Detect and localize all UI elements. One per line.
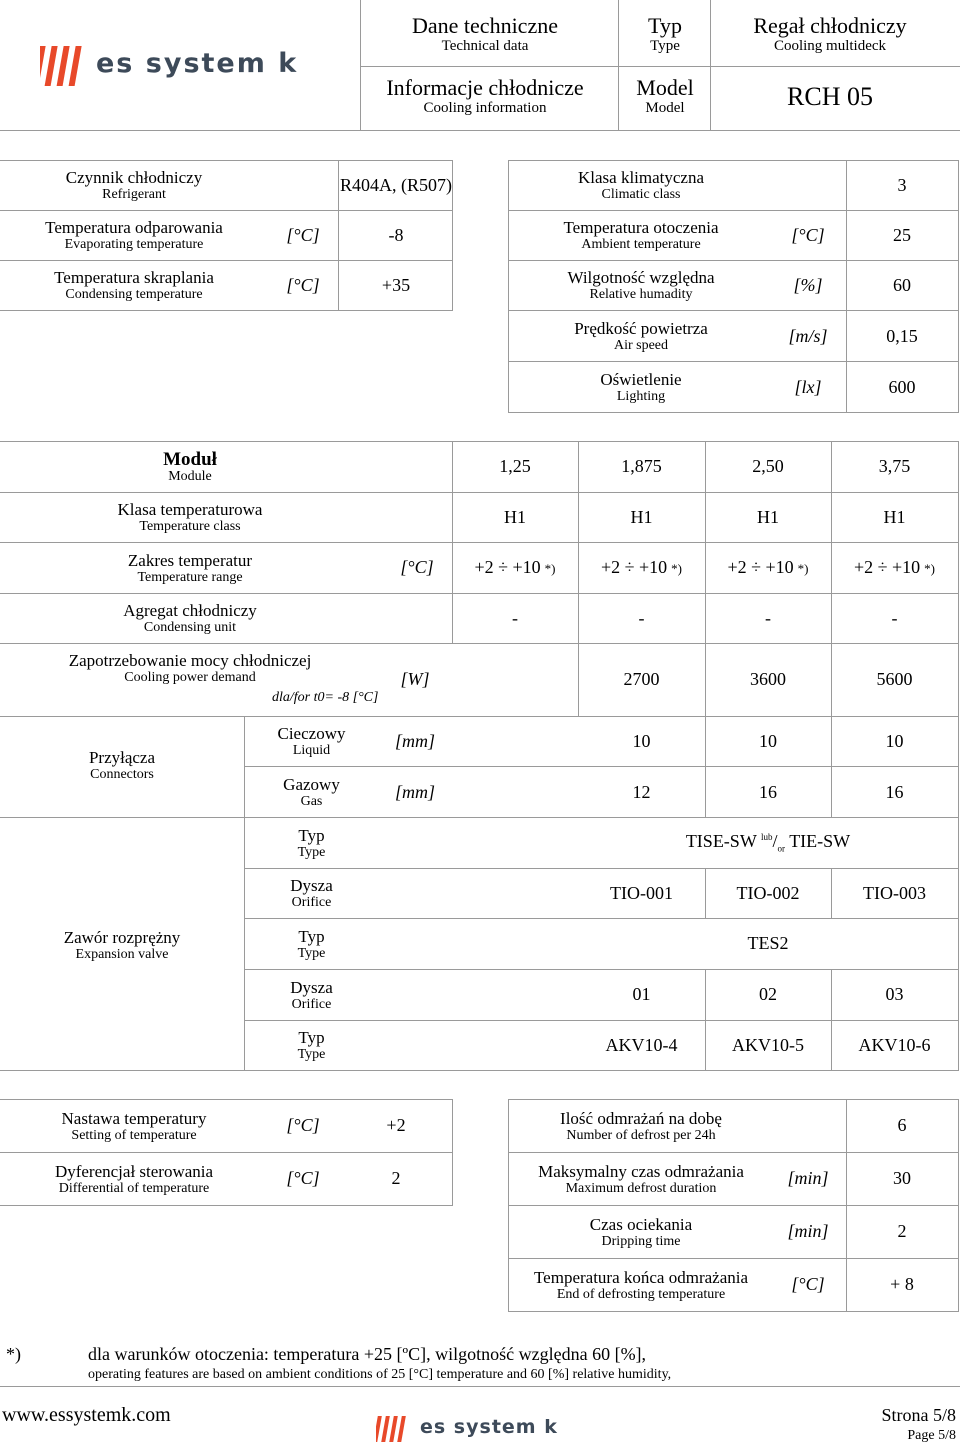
valve-type-label: Typ Type bbox=[297, 825, 326, 860]
defrost-count-value: 6 bbox=[897, 1115, 907, 1135]
valve-type-label: Typ Type bbox=[297, 1028, 326, 1062]
table-row-label: Nastawa temperatury Setting of temperature bbox=[61, 1108, 207, 1143]
divider bbox=[618, 0, 619, 130]
table-row-label: Klasa klimatyczna Climatic class bbox=[577, 168, 705, 202]
temp-class-value: H1 bbox=[630, 506, 653, 527]
orifice-value: TIO-001 bbox=[610, 882, 673, 903]
unit-label: [min] bbox=[787, 1168, 829, 1188]
temp-class-label: Klasa temperaturowa Temperature class bbox=[117, 500, 263, 534]
orifice-label: Dysza Orifice bbox=[290, 876, 333, 910]
orifice-value: 02 bbox=[759, 984, 777, 1004]
header-technical-data bbox=[380, 14, 590, 55]
refrigerant-value: R404A, (R507) bbox=[340, 175, 452, 195]
table-row-label: Maksymalny czas odmrażania Maximum defrost duration bbox=[538, 1161, 744, 1196]
table-row-label: Temperatura odparowania Evaporating temperature bbox=[45, 218, 223, 252]
condensing-unit-value: - bbox=[765, 607, 771, 628]
footer-logo-text: es system k bbox=[420, 1416, 558, 1438]
condensing-unit-value: - bbox=[638, 607, 645, 628]
liquid-value: 10 bbox=[632, 730, 651, 751]
header-model-pl: Model bbox=[636, 75, 694, 100]
valve-type-value: AKV10-5 bbox=[732, 1034, 804, 1055]
footer-logo bbox=[376, 1414, 576, 1444]
table-row-label: Prędkość powietrza Air speed bbox=[574, 319, 708, 353]
header-type-value-pl: Regał chłodniczy bbox=[753, 13, 907, 38]
valve-type-value: AKV10-4 bbox=[605, 1034, 678, 1055]
cooling-power-value: 2700 bbox=[623, 669, 660, 689]
table-row-label: Temperatura otoczenia Ambient temperature bbox=[563, 218, 719, 252]
gas-value: 12 bbox=[632, 781, 651, 802]
temp-range-value: +2 ÷ +10 *) bbox=[600, 557, 683, 577]
table-row-label: Temperatura końca odmrażania End of defrosting temperature bbox=[533, 1267, 749, 1302]
cooling-power-value: 5600 bbox=[876, 669, 913, 689]
footnote-en: operating features are based on ambient conditions of 25 [°C] temperature and 60 [%] relative humidity, bbox=[88, 1367, 672, 1382]
humidity-value: 60 bbox=[893, 274, 911, 295]
temp-range-value: +2 ÷ +10 *) bbox=[853, 557, 936, 577]
unit-label: [°C] bbox=[286, 274, 320, 295]
temp-class-value: H1 bbox=[757, 506, 779, 527]
module-value: 2,50 bbox=[752, 456, 784, 476]
dripping-time-value: 2 bbox=[897, 1221, 907, 1241]
gas-label: Gazowy Gas bbox=[283, 775, 340, 809]
temp-class-value: H1 bbox=[883, 506, 906, 527]
header-dane-pl: Dane techniczne bbox=[412, 13, 558, 38]
module-value: 1,875 bbox=[621, 456, 662, 476]
footer-page-pl: Strona 5/8 bbox=[881, 1405, 956, 1425]
table-row-label: Wilgotność względna Relative humadity bbox=[567, 268, 715, 302]
unit-label: [°C] bbox=[791, 1274, 825, 1294]
liquid-value: 10 bbox=[885, 730, 904, 751]
gas-value: 16 bbox=[759, 781, 777, 802]
liquid-label: Cieczowy Liquid bbox=[277, 724, 346, 758]
temp-range-label: Zakres temperatur Temperature range bbox=[127, 550, 253, 585]
evaporating-value: -8 bbox=[388, 224, 404, 245]
condensing-unit-value: - bbox=[512, 607, 518, 628]
orifice-value: 03 bbox=[885, 984, 904, 1004]
divider bbox=[360, 0, 361, 130]
footer-page-en: Page 5/8 bbox=[907, 1428, 956, 1443]
logo bbox=[40, 44, 310, 88]
table-row-label: Czynnik chłodniczy Refrigerant bbox=[65, 168, 203, 202]
header-type-value-en: Cooling multideck bbox=[773, 38, 887, 54]
unit-label: [W] bbox=[400, 669, 430, 689]
footnote-marker: *) bbox=[6, 1344, 21, 1364]
module-label: Moduł Module bbox=[163, 448, 217, 484]
table-row-label: Czas ociekania Dripping time bbox=[589, 1214, 693, 1249]
header-model-value: RCH 05 bbox=[787, 82, 873, 111]
logo-icon bbox=[40, 44, 84, 88]
unit-label: [°C] bbox=[791, 224, 825, 245]
ambient-value: 25 bbox=[893, 224, 911, 245]
module-value: 3,75 bbox=[878, 456, 911, 476]
footer-url[interactable]: www.essystemk.com bbox=[2, 1404, 171, 1426]
table-row-label: Ilość odmrażań na dobę Number of defrost per 24h bbox=[560, 1108, 722, 1143]
header-model-en: Model bbox=[645, 100, 685, 116]
valve-type-value: AKV10-6 bbox=[858, 1034, 931, 1055]
unit-label: [lx] bbox=[794, 376, 822, 397]
header-type-label bbox=[620, 14, 710, 55]
end-defrost-value: + 8 bbox=[890, 1274, 914, 1294]
cooling-power-label: Zapotrzebowanie mocy chłodniczej Cooling power demand bbox=[68, 651, 312, 685]
defrost-duration-value: 30 bbox=[893, 1168, 911, 1188]
header-typ-en: Type bbox=[650, 38, 680, 54]
air-speed-value: 0,15 bbox=[886, 325, 918, 346]
divider bbox=[360, 66, 960, 67]
logo-text: es system k bbox=[96, 48, 299, 79]
header-type-value bbox=[720, 14, 940, 55]
footnote-pl: dla warunków otoczenia: temperatura +25 [ºC], wilgotność względna 60 [%], bbox=[88, 1344, 647, 1364]
header-typ-pl: Typ bbox=[648, 13, 682, 38]
unit-label: [°C] bbox=[286, 1168, 320, 1188]
condensing-unit-value: - bbox=[891, 607, 898, 628]
valve-type-value: TISE-SW $^{lub}/_{or}$ TIE-SW bbox=[685, 831, 851, 854]
logo-icon bbox=[376, 1415, 406, 1443]
differential-value: 2 bbox=[391, 1168, 401, 1188]
unit-label: [°C] bbox=[286, 1115, 320, 1135]
unit-label: [min] bbox=[787, 1221, 829, 1241]
divider bbox=[710, 0, 711, 130]
header-dane-en: Technical data bbox=[441, 38, 529, 54]
valve-type-value: TES2 bbox=[747, 933, 789, 953]
cooling-power-value: 3600 bbox=[750, 669, 786, 689]
valve-type-label: Typ Type bbox=[297, 926, 326, 961]
unit-label: [°C] bbox=[286, 224, 320, 245]
unit-label: [°C] bbox=[400, 557, 434, 577]
orifice-value: TIO-003 bbox=[863, 882, 926, 903]
orifice-value: TIO-002 bbox=[736, 882, 800, 903]
cooling-power-condition: dla/for t0= -8 [°C] bbox=[272, 690, 379, 705]
liquid-value: 10 bbox=[759, 730, 777, 751]
unit-label: [mm] bbox=[394, 781, 435, 802]
cooling-power-value bbox=[452, 643, 578, 716]
gas-value: 16 bbox=[885, 781, 904, 802]
table-row-label: Dyferencjał sterowania Differential of temperature bbox=[54, 1161, 214, 1196]
header-cooling-info bbox=[360, 76, 610, 117]
header-info-pl: Informacje chłodnicze bbox=[386, 75, 584, 100]
footer-divider bbox=[0, 1386, 960, 1387]
header-model-label bbox=[620, 76, 710, 117]
unit-label: [m/s] bbox=[788, 325, 828, 346]
condensing-value: +35 bbox=[381, 274, 411, 295]
header-info-en: Cooling information bbox=[423, 100, 547, 116]
connectors-label: Przyłącza Connectors bbox=[88, 748, 156, 782]
module-value: 1,25 bbox=[499, 456, 531, 476]
table-row-label: Oświetlenie Lighting bbox=[600, 370, 682, 404]
climatic-class-value: 3 bbox=[897, 174, 907, 195]
orifice-value: 01 bbox=[632, 984, 651, 1004]
setting-value: +2 bbox=[386, 1115, 406, 1135]
table-row-label: Temperatura skraplania Condensing temperature bbox=[54, 268, 214, 302]
unit-label: [mm] bbox=[394, 730, 435, 751]
expansion-valve-label: Zawór rozprężny Expansion valve bbox=[63, 928, 181, 962]
lighting-value: 600 bbox=[888, 376, 916, 397]
condensing-unit-label: Agregat chłodniczy Condensing unit bbox=[123, 601, 257, 635]
temp-class-value: H1 bbox=[504, 506, 526, 527]
temp-range-value: +2 ÷ +10 *) bbox=[474, 557, 556, 577]
orifice-label: Dysza Orifice bbox=[290, 977, 333, 1012]
unit-label: [%] bbox=[793, 274, 823, 295]
temp-range-value: +2 ÷ +10 *) bbox=[727, 557, 809, 577]
